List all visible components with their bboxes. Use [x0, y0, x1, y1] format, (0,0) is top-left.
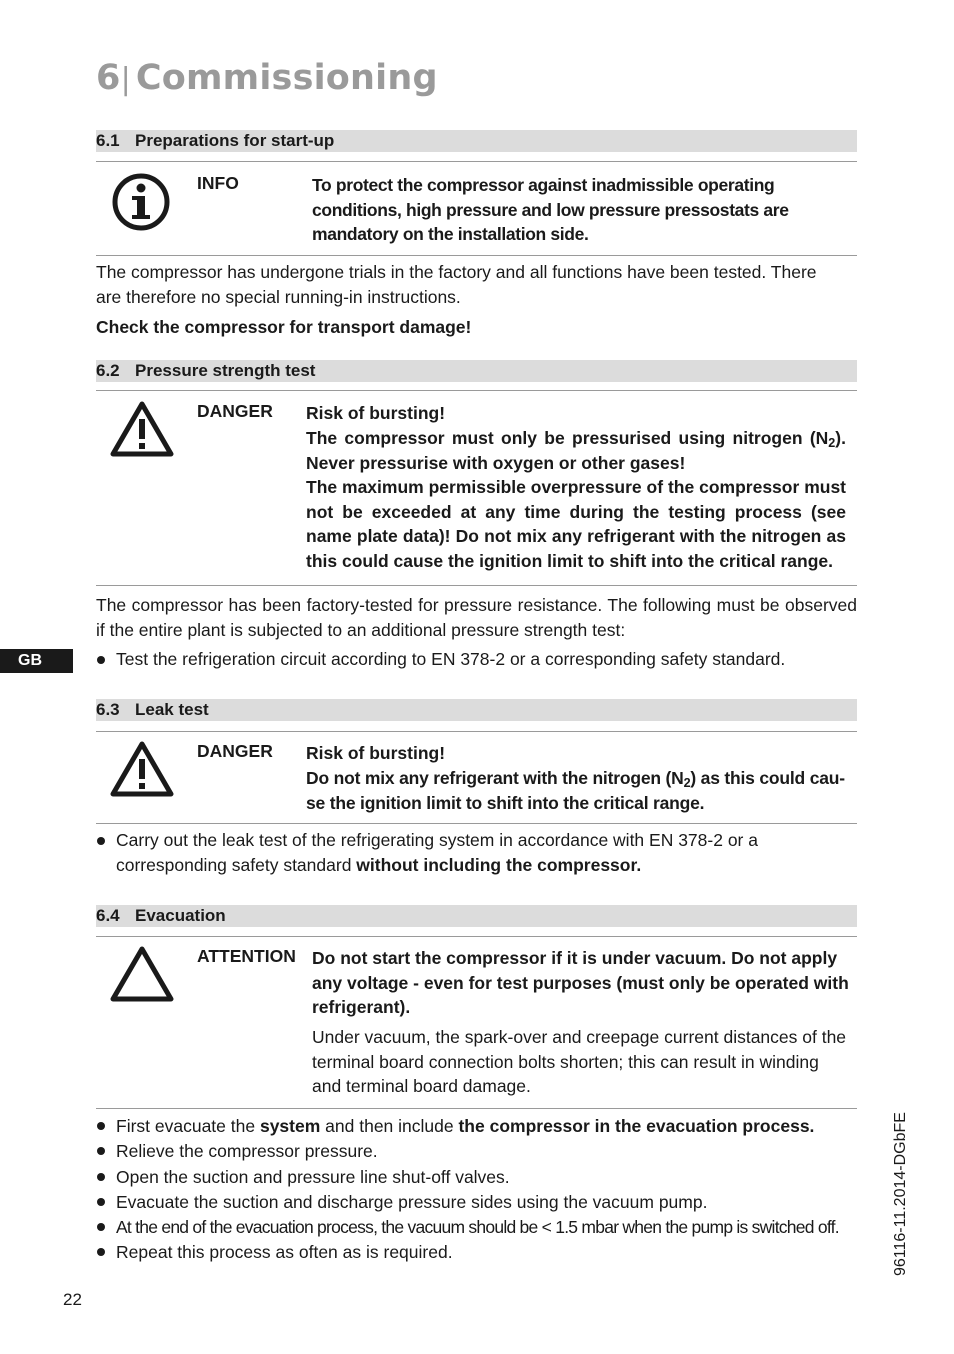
section-number: 6.4 — [96, 906, 120, 925]
text-part: Carry out the leak test of the refrigerating system in accordance with EN 378-2 or a corresponding safety standard — [116, 830, 758, 875]
section-heading-6-4 — [96, 905, 857, 927]
bullet — [97, 656, 105, 664]
text-part: The compressor must only be pressurised using nitrogen (N — [306, 428, 829, 448]
bullet-evacuate-sides: Evacuate the suction and discharge pressure sides using the vacuum pump. — [116, 1192, 708, 1212]
bullet-leak-test — [116, 828, 861, 877]
notice-label-danger: DANGER — [197, 401, 273, 421]
section-title: Pressure strength test — [135, 361, 316, 380]
section-number: 6.2 — [96, 361, 120, 380]
attention-notice-bold: Do not start the compressor if it is under vacuum. Do not apply any voltage - even for test purposes (must only be operated with refrigerant). — [312, 948, 849, 1017]
text-part-bold: without including the compressor. — [356, 854, 642, 875]
divider — [96, 731, 857, 732]
chapter-name: Commissioning — [135, 58, 438, 98]
danger-notice-paragraph-1 — [306, 426, 846, 475]
bullet-vacuum-value: At the end of the evacuation process, the vacuum should be < 1.5 mbar when the pump is switched off. — [116, 1217, 839, 1237]
text-part: ). Never pressurise with oxygen or other gases! — [306, 428, 846, 473]
section-title: Preparations for start-up — [135, 131, 335, 150]
check-transport-damage: Check the compressor for transport damage! — [96, 317, 472, 337]
section-heading-6-3 — [96, 699, 857, 721]
chapter-title — [96, 58, 438, 98]
divider — [96, 161, 857, 162]
bullet-relieve-pressure: Relieve the compressor pressure. — [116, 1141, 378, 1161]
text-part: ) as this could cau-se the ignition limit to shift into the critical range. — [306, 768, 845, 813]
info-icon — [110, 172, 172, 232]
danger-notice-heading: Risk of bursting! — [306, 743, 446, 763]
paragraph-trials: The compressor has undergone trials in the factory and all functions have been tested. There are therefore no special running-in instructions. — [96, 262, 817, 307]
text-part-bold: system — [259, 1116, 321, 1136]
danger-notice-heading: Risk of bursting! — [306, 403, 446, 423]
bullet — [97, 1147, 105, 1155]
bullet — [97, 1223, 105, 1231]
danger-warning-icon — [108, 399, 176, 459]
bullet-open-valves: Open the suction and pressure line shut-off valves. — [116, 1167, 510, 1187]
document-code: 96116-11.2014-DGbFE — [892, 1112, 909, 1276]
text-part: Do not mix any refrigerant with the nitrogen (N — [306, 768, 684, 788]
text-part: First evacuate the — [116, 1116, 260, 1136]
section-number: 6.1 — [96, 131, 120, 150]
chapter-number: 6 — [96, 58, 121, 98]
bullet — [97, 1248, 105, 1256]
bullet-test-circuit: Test the refrigeration circuit according to EN 378-2 or a corresponding safety standard. — [116, 649, 786, 669]
language-tab: GB — [0, 649, 73, 673]
bullet — [97, 1198, 105, 1206]
bullet — [97, 837, 105, 845]
bullet — [97, 1173, 105, 1181]
text-part: and then include — [320, 1116, 459, 1136]
danger-notice-paragraph — [306, 766, 851, 815]
divider — [96, 585, 857, 586]
attention-triangle-icon — [108, 944, 176, 1004]
bullet-first-evacuate — [116, 1114, 857, 1139]
subscript: 2 — [828, 436, 836, 451]
bullet-repeat-process: Repeat this process as often as is required. — [116, 1242, 453, 1262]
divider — [96, 823, 857, 824]
notice-label-danger: DANGER — [197, 741, 273, 761]
chapter-divider: | — [120, 62, 131, 97]
attention-notice-text: Under vacuum, the spark-over and creepage current distances of the terminal board connection bolts shorten; this can result in winding and terminal board damage. — [312, 1027, 847, 1096]
section-title: Leak test — [135, 700, 209, 719]
notice-label-info: INFO — [197, 173, 239, 193]
bullet — [97, 1122, 105, 1130]
divider — [96, 390, 857, 391]
danger-notice-paragraph-2: The maximum permissible overpressure of the compressor must not be exceeded at any time during the testing process (see name plate data)! Do not mix any refrigerant with the nitrogen as this could cause the ignition limit to shift into the critical range. — [306, 477, 846, 571]
info-notice-text: To protect the compressor against inadmissible operating conditions, high pressure and low pressure pressostats are mandatory on the installation side. — [312, 175, 789, 244]
danger-warning-icon — [108, 739, 176, 799]
divider — [96, 936, 857, 937]
paragraph-pressure-tested: The compressor has been factory-tested for pressure resistance. The following must be observed if the entire plant is subjected to an additional pressure strength test: — [96, 595, 857, 640]
text-part-bold: the compressor in the evacuation process. — [458, 1116, 815, 1136]
section-heading-6-2 — [96, 360, 857, 382]
subscript: 2 — [683, 776, 691, 791]
divider — [96, 255, 857, 256]
notice-label-attention: ATTENTION — [197, 946, 296, 966]
page-number: 22 — [63, 1290, 82, 1309]
section-title: Evacuation — [135, 906, 226, 925]
section-number: 6.3 — [96, 700, 120, 719]
section-heading-6-1 — [96, 130, 857, 152]
divider — [96, 1108, 857, 1109]
